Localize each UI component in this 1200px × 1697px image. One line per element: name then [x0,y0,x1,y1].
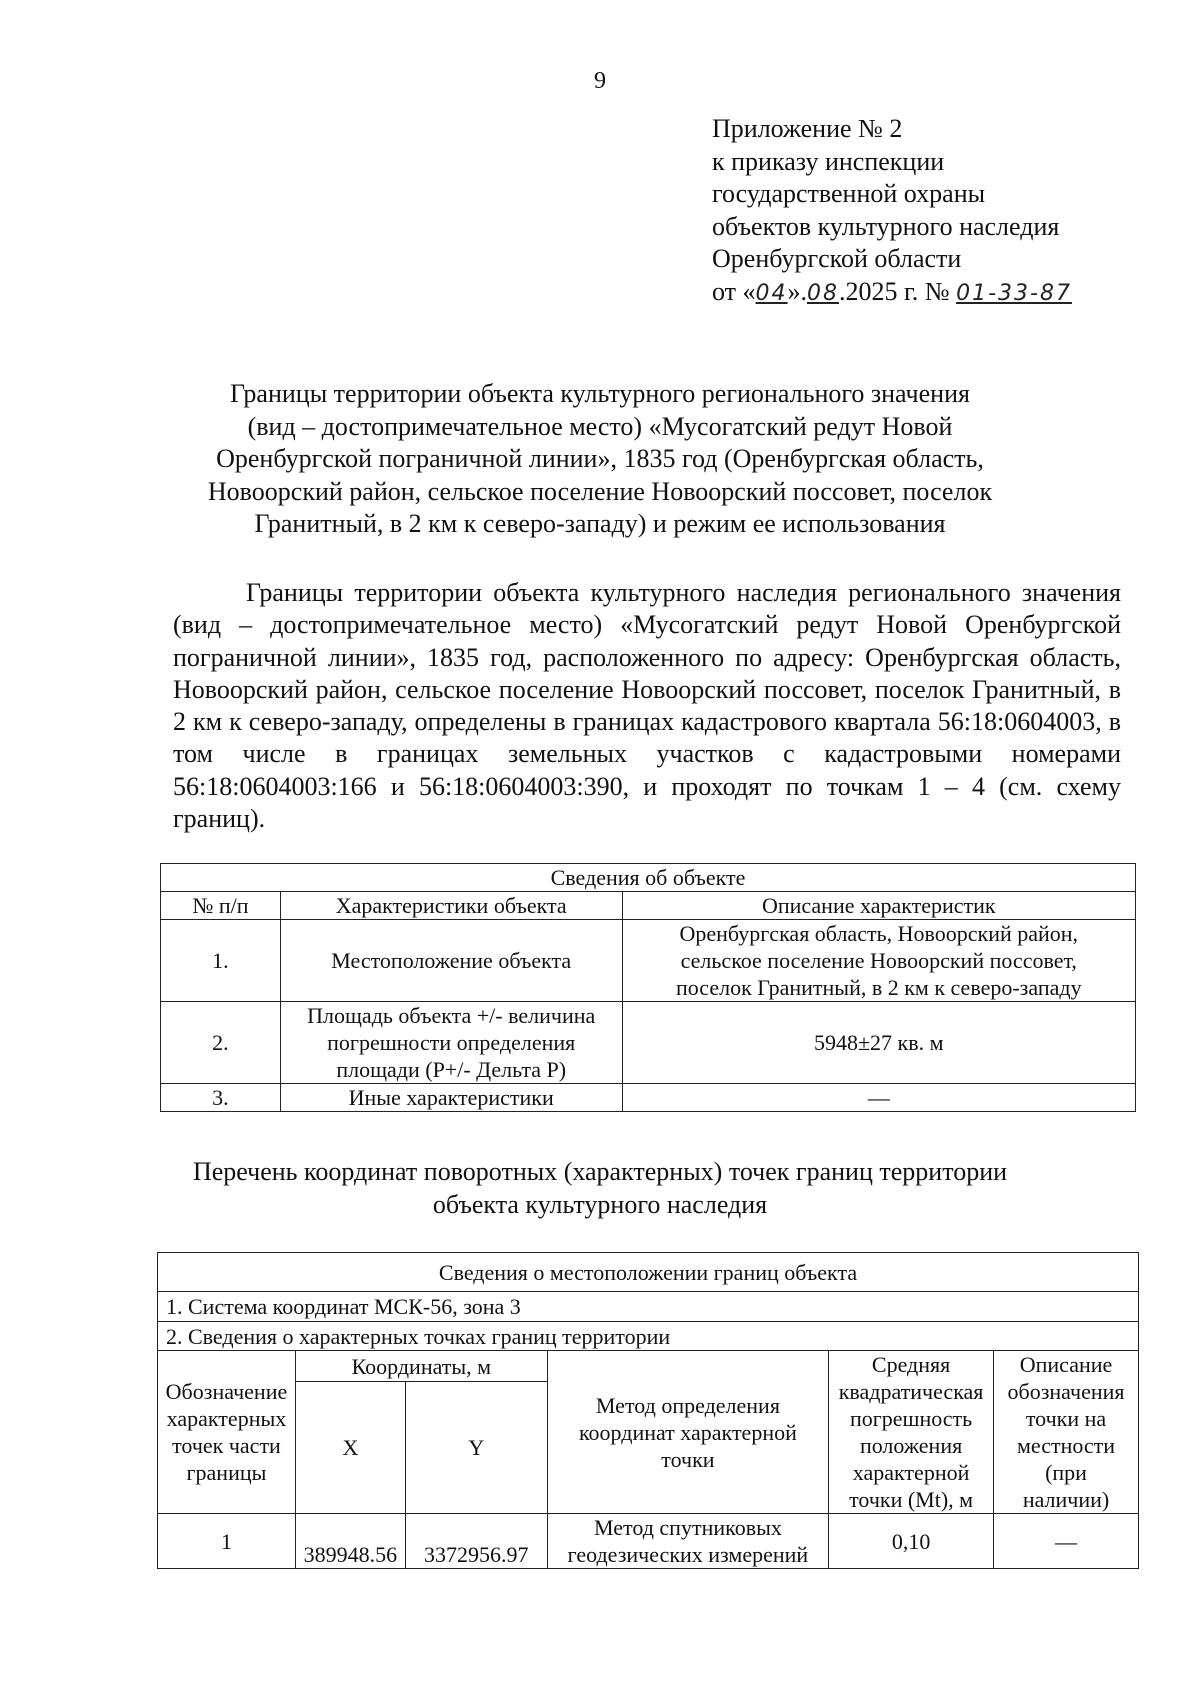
col-method [547,1351,828,1514]
header-line: точек части [172,1433,281,1458]
name-line: Площадь объекта +/- величина [307,1003,596,1028]
header-line: Описание [1019,1352,1113,1377]
name-line: погрешности определения [327,1030,576,1055]
row-characteristic: Иные характеристики [280,1084,622,1112]
col-error [829,1351,994,1514]
object-info-table [160,863,1136,1112]
appendix-line: Оренбургской области [712,244,962,273]
page-number: 9 [594,68,606,94]
title-line: Новоорский район, сельское поселение Новоорский поссовет, поселок [207,476,993,506]
title-line: Перечень координат поворотных (характерных) точек границ территории [192,1157,1008,1186]
header-line: Обозначение [165,1379,288,1404]
method-line: геодезических измерений [567,1542,809,1567]
header-line: характерной [852,1460,970,1485]
point-x: 389948.56 [295,1514,405,1569]
header-line: характерных [166,1406,287,1431]
header-line: точки (Mt), м [849,1487,974,1512]
name-line: площади (Р+/- Дельта Р) [336,1057,567,1082]
row-characteristic: Местоположение объекта [280,920,622,1002]
table-row [161,920,1136,1002]
points-section: 2. Сведения о характерных точках границ территории [158,1322,1139,1351]
boundary-description-paragraph: Границы территории объекта культурного наследия регионального значения (вид – достопримечательное место) «Мусогатский редут Новой Оренбургской пограничной линии», 1835 год, расположенного по адресу: Оренбургская область, Новоорский район, сельское поселение Новоорский поссовет, поселок Гранитный, в 2 км к северо-западу, определены в границах кадастрового квартала 56:18:0604003, в том числе в границах земельных участков с кадастровыми номерами 56:18:0604003:166 и 56:18:0604003:390, и проходят по точкам 1 – 4 (см. схему границ). [173,578,1121,834]
coordinates-table [157,1252,1139,1569]
document-title [150,378,1050,541]
desc-line: сельское поселение Новоорский поссовет, [680,948,1077,973]
row-characteristic [280,1002,622,1084]
title-line: объекта культурного наследия [432,1189,768,1219]
header-line: точки на [1025,1406,1107,1431]
coordinate-system: 1. Система координат МСК-56, зона 3 [158,1292,1139,1322]
appendix-line: Приложение № 2 [712,114,903,143]
col-description [994,1351,1139,1514]
coords-table-caption: Сведения о местоположении границ объекта [158,1253,1139,1292]
header-line: Метод определения [595,1392,780,1418]
table-row [161,1002,1136,1084]
title-line: (вид – достопримечательное место) «Мусогатский редут Новой [247,411,953,441]
col-y: Y [405,1382,547,1514]
order-date-line [712,276,1072,311]
col-designation [158,1351,296,1514]
col-coordinates: Координаты, м [295,1351,547,1382]
point-designation: 1 [158,1514,296,1569]
desc-line: поселок Гранитный, в 2 км к северо-западу [675,975,1082,1000]
object-table-caption: Сведения об объекте [161,864,1136,892]
header-line: обозначения [1007,1379,1125,1404]
row-number: 3. [161,1084,281,1112]
handwritten-month: 08 [807,280,840,306]
header-line: наличии) [1022,1487,1110,1512]
title-line: Оренбургской пограничной линии», 1835 год (Оренбургская область, [216,444,984,473]
header-line: границы [186,1460,267,1485]
point-method [547,1514,828,1569]
handwritten-day: 04 [755,280,788,306]
header-line: точки [661,1446,715,1472]
title-line: Границы территории объекта культурного регионального значения [230,379,970,408]
point-error: 0,10 [829,1514,994,1569]
header-line: погрешность [849,1406,973,1431]
appendix-line: государственной охраны [712,179,986,208]
date-mid: ». [787,276,808,306]
row-number: 2. [161,1002,281,1084]
col-x: X [295,1382,405,1514]
method-line: Метод спутниковых [594,1515,782,1540]
row-description: — [622,1084,1135,1112]
date-prefix: от « [712,276,756,306]
handwritten-order-number: 01-33-87 [956,280,1072,306]
title-line: Гранитный, в 2 км к северо-западу) и режим ее использования [254,509,946,538]
year-suffix: .2025 г. № [839,276,950,306]
row-description: 5948±27 кв. м [622,1002,1135,1084]
header-line: квадратическая [838,1379,984,1404]
header-line: (при [1045,1460,1087,1485]
appendix-line: к приказу инспекции [712,146,945,176]
desc-line: Оренбургская область, Новоорский район, [679,921,1079,946]
header-characteristic: Характеристики объекта [280,892,622,920]
point-description: — [994,1514,1139,1569]
coordinates-title [150,1156,1050,1221]
header-line: местности [1016,1433,1116,1458]
header-line: положения [859,1433,963,1458]
header-line: Средняя [871,1352,951,1377]
point-y: 3372956.97 [405,1514,547,1569]
row-number: 1. [161,920,281,1002]
table-row [161,1084,1136,1112]
header-description: Описание характеристик [622,892,1135,920]
appendix-header [712,113,1072,310]
header-number: № п/п [161,892,281,920]
appendix-line: объектов культурного наследия [712,211,1060,241]
header-line: координат характерной [578,1419,797,1445]
row-description [622,920,1135,1002]
table-row [158,1514,1139,1569]
